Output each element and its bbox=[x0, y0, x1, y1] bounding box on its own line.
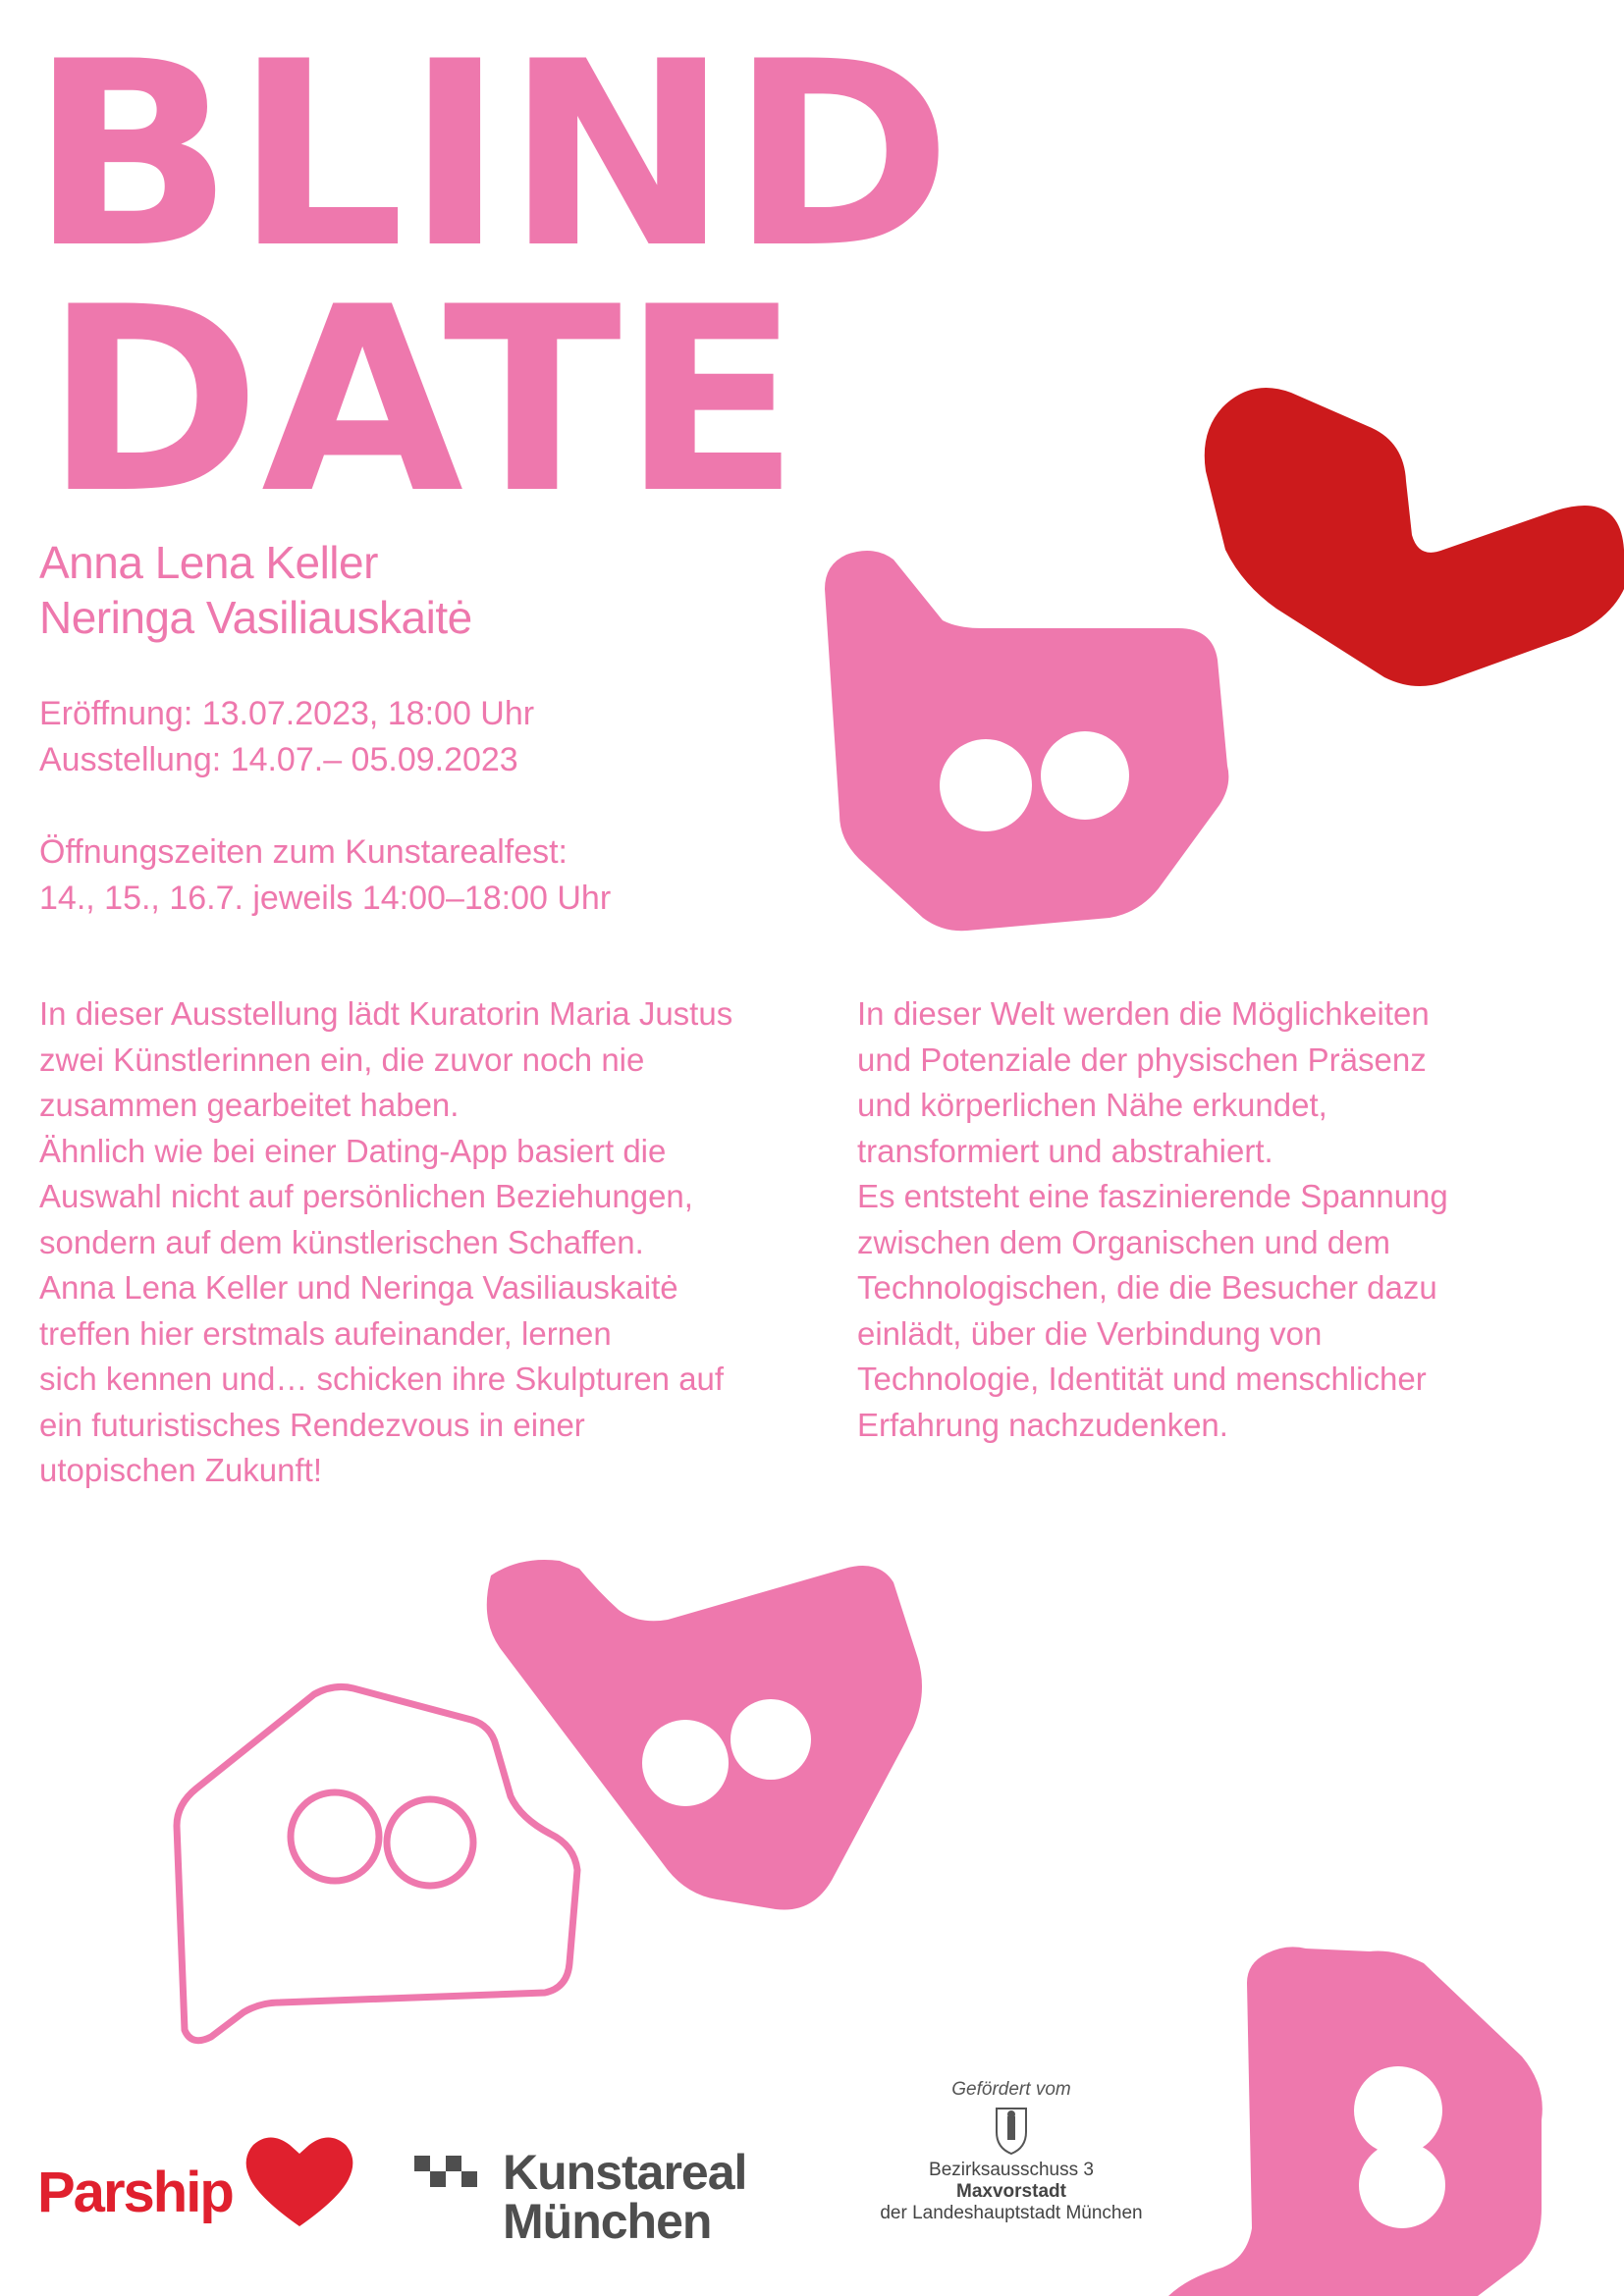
eye-right-outline bbox=[387, 1799, 473, 1886]
text-line: Technologischen, die die Besucher dazu bbox=[857, 1269, 1437, 1306]
text-line: zusammen gearbeitet haben. bbox=[39, 1087, 460, 1123]
pink-face-shape-bottom bbox=[1168, 1947, 1543, 2296]
title-line-2-text: DATE bbox=[44, 253, 800, 550]
description-right-column bbox=[857, 991, 1448, 1448]
title-line-2 bbox=[44, 253, 800, 550]
text-line: sich kennen und… schicken ihre Skulpturen auf bbox=[39, 1361, 725, 1397]
text-line: transformiert und abstrahiert. bbox=[857, 1132, 1273, 1169]
eye-left-outline bbox=[291, 1792, 379, 1881]
artist-name: Neringa Vasiliauskaitė bbox=[39, 592, 472, 643]
eye-left bbox=[940, 739, 1032, 831]
exhibition-dates: Ausstellung: 14.07.– 05.09.2023 bbox=[39, 741, 518, 778]
text-line: zwei Künstlerinnen ein, die zuvor noch nie bbox=[39, 1041, 645, 1078]
text-line: sondern auf dem künstlerischen Schaffen. bbox=[39, 1223, 644, 1260]
text-line: einlädt, über die Verbindung von bbox=[857, 1314, 1323, 1352]
text-line: zwischen dem Organischen und dem bbox=[857, 1223, 1390, 1260]
text-line: Auswahl nicht auf persönlichen Beziehungen, bbox=[39, 1178, 693, 1214]
text-line: und Potenziale der physischen Präsenz bbox=[857, 1041, 1427, 1078]
kunstareal-line-1: Kunstareal bbox=[503, 2145, 747, 2200]
text-line: ein futuristisches Rendezvous in einer bbox=[39, 1406, 585, 1443]
text-line: In dieser Ausstellung lädt Kuratorin Maria Justus bbox=[39, 995, 733, 1032]
text-line: Es entsteht eine faszinierende Spannung bbox=[857, 1178, 1448, 1214]
eye-right bbox=[1041, 731, 1129, 820]
munich-coat-of-arms-icon bbox=[997, 2109, 1026, 2154]
eye-top bbox=[1354, 2066, 1442, 2155]
heart-icon bbox=[246, 2138, 353, 2227]
district-line-2: Maxvorstadt bbox=[956, 2181, 1066, 2202]
opening-hours-heading: Öffnungszeiten zum Kunstarealfest: bbox=[39, 833, 568, 871]
text-line: Anna Lena Keller und Neringa Vasiliauskaitė bbox=[39, 1269, 678, 1306]
text-line: und körperlichen Nähe erkundet, bbox=[857, 1087, 1327, 1123]
artists-block bbox=[39, 535, 472, 645]
text-line: Technologie, Identität und menschlicher bbox=[857, 1361, 1427, 1397]
district-line-3: der Landeshauptstadt München bbox=[880, 2203, 1143, 2223]
eye-left bbox=[642, 1720, 729, 1806]
kunstareal-line-2: München bbox=[503, 2194, 712, 2249]
parship-logo: Parship bbox=[37, 2161, 233, 2224]
eye-right bbox=[731, 1699, 811, 1780]
opening-date: Eröffnung: 13.07.2023, 18:00 Uhr bbox=[39, 695, 535, 732]
opening-hours-block bbox=[39, 829, 611, 922]
text-line: Ähnlich wie bei einer Dating-App basiert die bbox=[39, 1132, 667, 1169]
kunstareal-logo-icon bbox=[414, 2156, 477, 2187]
outline-face-shape bbox=[177, 1686, 577, 2040]
text-line: utopischen Zukunft! bbox=[39, 1452, 323, 1488]
pink-face-shape-middle bbox=[487, 1560, 922, 1910]
red-abstract-shape bbox=[1205, 388, 1624, 686]
district-council-block bbox=[835, 2160, 1188, 2224]
funded-by-label: Gefördert vom bbox=[951, 2079, 1071, 2100]
title-line-1-text: BLIND bbox=[29, 8, 952, 304]
text-line: Erfahrung nachzudenken. bbox=[857, 1406, 1228, 1443]
dates-block bbox=[39, 691, 534, 783]
description-left-column bbox=[39, 991, 732, 1494]
text-line: In dieser Welt werden die Möglichkeiten bbox=[857, 995, 1430, 1032]
district-line-1: Bezirksausschuss 3 bbox=[929, 2160, 1094, 2180]
eye-bottom bbox=[1359, 2142, 1445, 2228]
artist-name: Anna Lena Keller bbox=[39, 537, 378, 588]
text-line: treffen hier erstmals aufeinander, lernen bbox=[39, 1314, 612, 1352]
pink-face-shape-top bbox=[825, 551, 1228, 931]
opening-hours-times: 14., 15., 16.7. jeweils 14:00–18:00 Uhr bbox=[39, 880, 612, 917]
kunstareal-logo bbox=[503, 2145, 747, 2249]
